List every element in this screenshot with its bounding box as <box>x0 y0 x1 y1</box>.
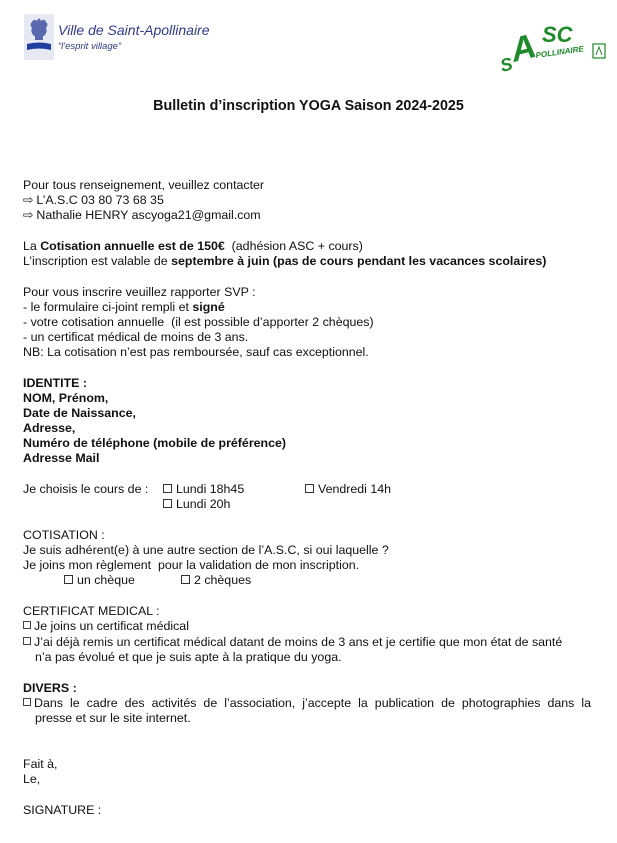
crest-icon <box>24 14 54 60</box>
field-adresse: Adresse, <box>23 421 76 435</box>
arrow-right-icon: ⇨ <box>23 208 34 222</box>
svg-text:POLLINAIRE: POLLINAIRE <box>535 44 585 60</box>
contact-asc-text: L’A.S.C 03 80 73 68 35 <box>36 193 164 207</box>
requirement-item <box>23 300 225 315</box>
text-bold: signé <box>192 300 225 314</box>
option-publication-photos-cont: presse et sur le site internet. <box>35 711 191 725</box>
field-naissance: Date de Naissance, <box>23 406 136 420</box>
checkbox[interactable] <box>23 637 31 645</box>
asc-logo <box>500 18 612 76</box>
option-label: Lundi 18h45 <box>176 482 245 496</box>
checkbox[interactable] <box>23 621 31 629</box>
signature-field: SIGNATURE : <box>23 803 102 817</box>
text: L’inscription est valable de <box>23 254 172 268</box>
cotisation-adherent: Je suis adhérent(e) à une autre section de l’A.S.C, si oui laquelle ? <box>23 543 389 557</box>
inscription-period <box>23 254 546 269</box>
field-telephone: Numéro de téléphone (mobile de préférence) <box>23 436 287 450</box>
option-lundi-1845[interactable] <box>163 482 244 497</box>
checkbox[interactable] <box>23 698 31 706</box>
field-nom: NOM, Prénom, <box>23 391 109 405</box>
arrow-right-icon: ⇨ <box>23 193 34 207</box>
option-un-cheque[interactable] <box>64 573 135 588</box>
date-field: Le, <box>23 772 41 786</box>
option-label: 2 chèques <box>194 573 252 587</box>
option-label: Je joins un certificat médical <box>34 619 189 633</box>
option-label: Dans le cadre des activités de l’association, j’accepte la publication de photographies dans la <box>34 696 591 710</box>
text: La <box>23 239 41 253</box>
cotisation-amount-bold: Cotisation annuelle est de 150€ <box>40 239 225 253</box>
certificat-heading: CERTIFICAT MEDICAL : <box>23 604 160 618</box>
inscription-period-bold: septembre à juin (pas de cours pendant les vacances scolaires) <box>171 254 547 268</box>
contact-asc <box>23 193 164 208</box>
text: - le formulaire ci-joint rempli et <box>23 300 193 314</box>
option-deux-cheques[interactable] <box>181 573 251 588</box>
option-label: J’ai déjà remis un certificat médical datant de moins de 3 ans et je certifie que mon état de santé <box>34 635 563 649</box>
cotisation-heading: COTISATION : <box>23 528 105 542</box>
requirements-intro: Pour vous inscrire veuillez rapporter SVP : <box>23 285 256 299</box>
cours-label: Je choisis le cours de : <box>23 482 149 496</box>
svg-text:A: A <box>506 26 540 70</box>
option-lundi-20h[interactable] <box>163 497 230 512</box>
cotisation-amount <box>23 239 363 254</box>
cotisation-reglement: Je joins mon règlement pour la validation de mon inscription. <box>23 558 360 572</box>
ville-name: Ville de Saint-Apollinaire <box>58 22 210 38</box>
checkbox[interactable] <box>163 499 172 508</box>
option-label: Lundi 20h <box>176 497 231 511</box>
option-joins-certificat[interactable] <box>23 619 189 634</box>
checkbox[interactable] <box>181 575 190 584</box>
svg-text:S: S <box>500 53 515 76</box>
checkbox[interactable] <box>305 484 314 493</box>
contact-person <box>23 208 261 223</box>
requirement-item: - votre cotisation annuelle (il est possible d’apporter 2 chèques) <box>23 315 374 329</box>
ville-logo <box>24 14 210 62</box>
option-label: un chèque <box>77 573 135 587</box>
contact-person-text: Nathalie HENRY ascyoga21@gmail.com <box>36 208 261 222</box>
option-vendredi-14h[interactable] <box>305 482 391 497</box>
contact-intro: Pour tous renseignement, veuillez contacter <box>23 178 265 192</box>
identite-heading: IDENTITE : <box>23 376 88 390</box>
requirements-nb: NB: La cotisation n’est pas remboursée, sauf cas exceptionnel. <box>23 345 369 359</box>
text: (adhésion ASC + cours) <box>224 239 363 253</box>
requirement-item: - un certificat médical de moins de 3 ans. <box>23 330 249 344</box>
option-publication-photos[interactable] <box>23 696 591 711</box>
option-certificat-deja-remis[interactable] <box>23 635 562 650</box>
fait-a-field: Fait à, <box>23 757 58 771</box>
page-title: Bulletin d’inscription YOGA Saison 2024-2025 <box>153 98 464 114</box>
ville-slogan: “l'esprit village” <box>58 41 122 52</box>
option-label: Vendredi 14h <box>318 482 392 496</box>
svg-text:SC: SC <box>542 22 573 47</box>
divers-heading: DIVERS : <box>23 681 77 695</box>
checkbox[interactable] <box>64 575 73 584</box>
checkbox[interactable] <box>163 484 172 493</box>
field-email: Adresse Mail <box>23 451 100 465</box>
option-certificat-deja-remis-cont: n’a pas évolué et que je suis apte à la pratique du yoga. <box>35 650 342 664</box>
